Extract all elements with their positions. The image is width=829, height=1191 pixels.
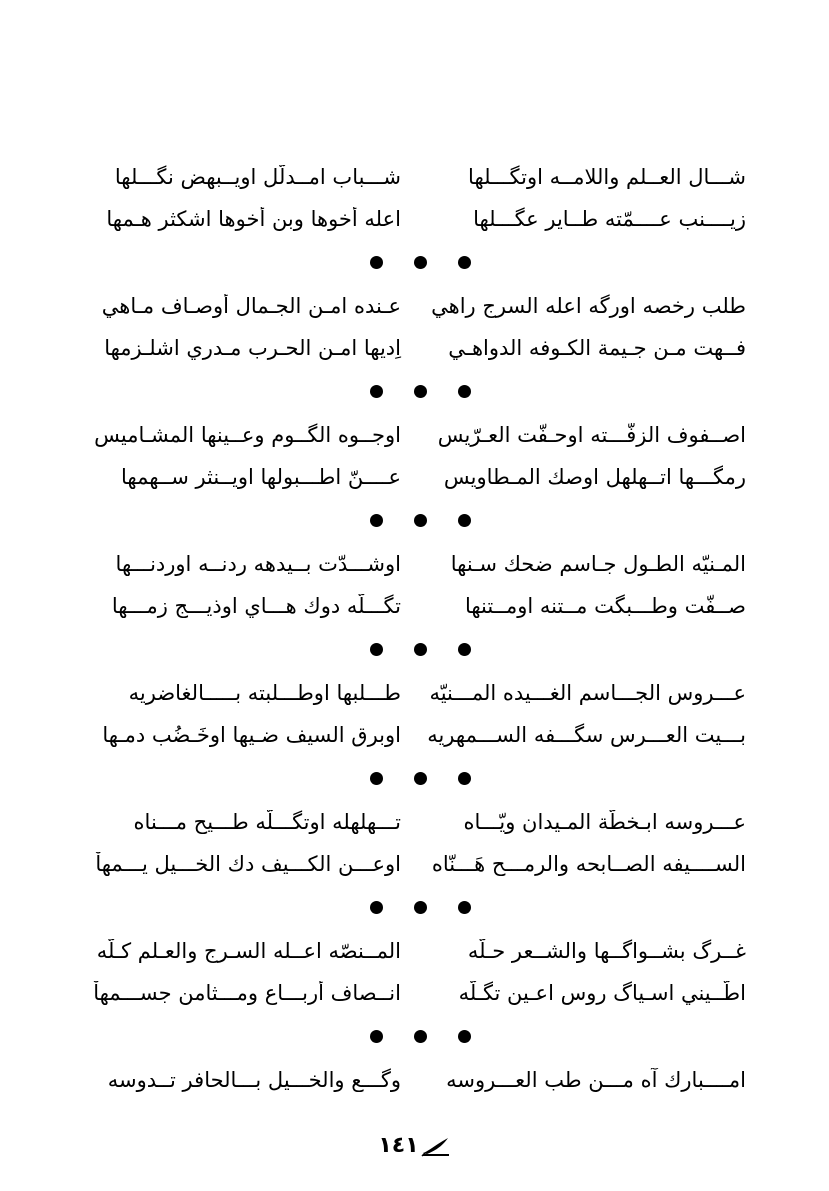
stanza-divider [94,240,746,285]
divider-dot-icon [458,514,471,527]
second-hemistich: اِديها امـن الحـرب مـدري اشلـزمها [104,336,401,360]
divider-dot-icon [458,256,471,269]
verse-line [84,585,746,627]
verse-line [84,714,746,756]
second-hemistich: اوجــوه الگــوم وعــينها المشـاميس [94,423,401,447]
divider-dot-icon [414,643,427,656]
first-hemistich: طلب رخصه اورگه اعله السرج راهي [431,294,746,318]
second-hemistich: اوشـــدّت بــيدهه ردنــه اوردنـــها [115,552,401,576]
stanza-divider [94,627,746,672]
stanza [84,156,746,240]
divider-dot-icon [370,901,383,914]
divider-dot-icon [458,1030,471,1043]
verse-line [84,543,746,585]
divider-dot-icon [370,256,383,269]
second-hemistich: اوعـــن الكـــيف دك الخـــيل يـــمهاْ [95,852,401,876]
stanza [84,543,746,627]
poem-body [84,156,746,1101]
stanza [84,930,746,1014]
second-hemistich: تـــهلهله اوتگـــلّه طـــيح مـــناه [133,810,401,834]
stanza [84,1059,746,1101]
verse-line [84,843,746,885]
first-hemistich: صــفّت وطـــبگت مــتنه اومــتنها [464,594,746,618]
stanza [84,672,746,756]
first-hemistich: الســــيفه الصــابحه والرمـــح هَـــنّاه [431,852,746,876]
verse-line [84,414,746,456]
divider-dot-icon [370,514,383,527]
second-hemistich: اوبرق السيف ضـيها اوخَـضُب دمـها [102,723,401,747]
second-hemistich: عـنده امـن الجـمال أوصـاف مـاهي [101,294,401,318]
second-hemistich: انــصاف أربـــاع ومـــثامن جســـمهاْ [93,981,401,1005]
first-hemistich: اطّــيني اسـياگ روس اعـين تگـلّه [458,981,746,1005]
second-hemistich: اعله أخوها وبن أخوها اشكثر هـمها [106,207,401,231]
verse-line [84,672,746,714]
verse-line [84,285,746,327]
first-hemistich: شـــال العــلم واللامــه اوتگـــلها [468,165,746,189]
stanza-divider [94,885,746,930]
verse-line [84,327,746,369]
divider-dot-icon [414,385,427,398]
divider-dot-icon [458,772,471,785]
stanza-divider [94,1014,746,1059]
divider-dot-icon [414,1030,427,1043]
stanza-divider [94,369,746,414]
second-hemistich: طـــلبها اوطـــلبته بـــــالغاضريه [128,681,401,705]
divider-dot-icon [414,901,427,914]
first-hemistich: فــهت مـن جـيمة الكـوفه الدواهـي [448,336,746,360]
verse-line [84,456,746,498]
first-hemistich: عـــروس الجـــاسم الغـــيده المـــنيّه [429,681,746,705]
verse-line [84,972,746,1014]
verse-line [84,198,746,240]
first-hemistich: رمگـــها اتــهلهل اوصك المـطاويس [443,465,746,489]
divider-dot-icon [414,772,427,785]
verse-line [84,801,746,843]
second-hemistich: عــــنّ اطـــبولها اويــنثر ســهمها [120,465,401,489]
divider-dot-icon [370,385,383,398]
divider-dot-icon [414,256,427,269]
stanza [84,414,746,498]
first-hemistich: غــرگ بشــواگــها والشــعر حـلّه [467,939,746,963]
divider-dot-icon [370,643,383,656]
stanza [84,285,746,369]
divider-dot-icon [414,514,427,527]
verse-line [84,1059,746,1101]
stanza-divider [94,498,746,543]
stanza [84,801,746,885]
divider-dot-icon [370,772,383,785]
page-footer [0,1133,829,1158]
second-hemistich: شـــباب امــدلّل اويــبهض نگـــلها [114,165,401,189]
first-hemistich: اصــفوف الزفّـــته اوحـفّت العـرّيس [437,423,746,447]
first-hemistich: زيــــنب عــــمّته طــاير عگـــلها [473,207,746,231]
divider-dot-icon [370,1030,383,1043]
second-hemistich: تگـــلّه دوك هـــاي اوذيـــج زمـــها [111,594,401,618]
first-hemistich: المـنيّه الطـول جـاسم ضحك سـنها [450,552,746,576]
divider-dot-icon [458,643,471,656]
first-hemistich: امــــبارك آه مـــن طب العـــروسه [446,1068,746,1092]
stanza-divider [94,756,746,801]
verse-line [84,930,746,972]
verse-line [84,156,746,198]
first-hemistich: عـــروسه ابـخطّة المـيدان ويّـــاه [463,810,746,834]
second-hemistich: المــنصّه اعــله السـرج والعـلم كـلّه [96,939,401,963]
first-hemistich: بـــيت العـــرس سگـــفه الســـمهريه [427,723,746,747]
divider-dot-icon [458,901,471,914]
second-hemistich: وگـــع والخـــيل بـــالحافر تــدوسه [107,1068,401,1092]
quill-pen-icon [421,1135,451,1157]
page-number: ١٤١ [378,1133,419,1158]
divider-dot-icon [458,385,471,398]
